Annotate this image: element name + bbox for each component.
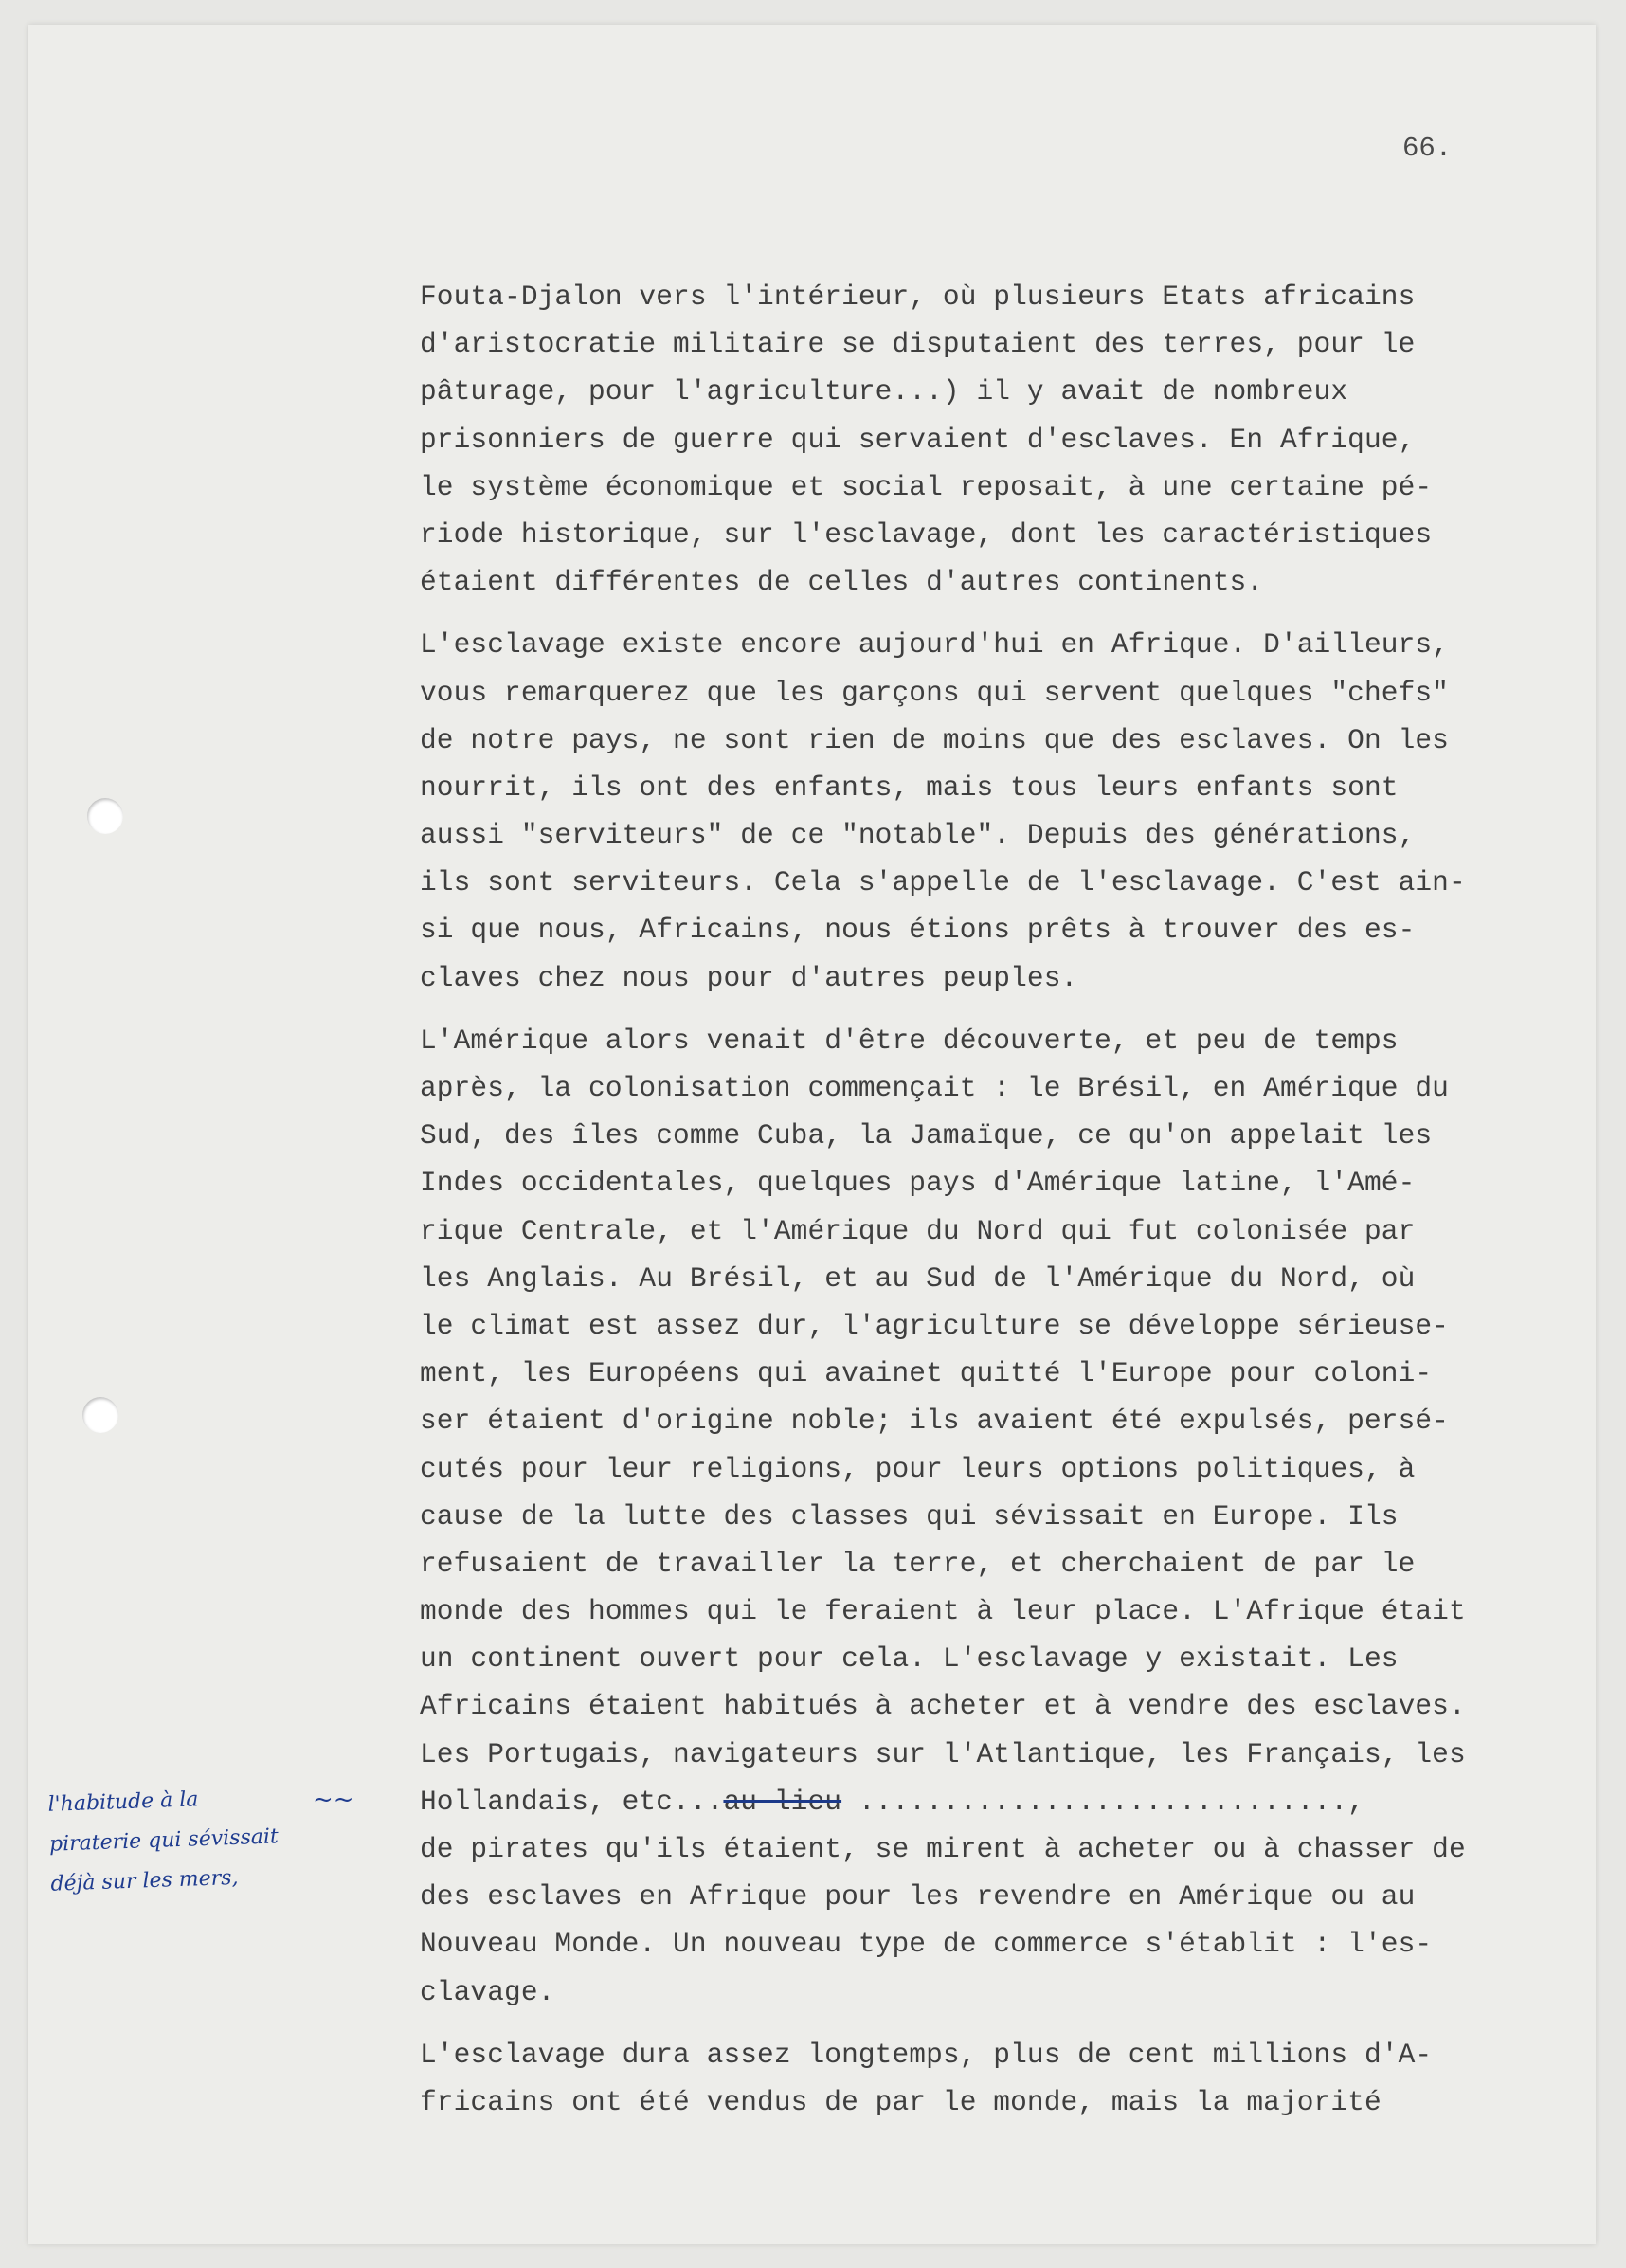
paragraph-4 <box>420 2031 1595 2126</box>
text-line: cause de la lutte des classes qui sévissait en Europe. Ils <box>420 1499 1399 1533</box>
text-line: vous remarquerez que les garçons qui servent quelques "chefs" <box>420 676 1449 709</box>
text-line: de pirates qu'ils étaient, se mirent à acheter ou à chasser de <box>420 1833 1466 1865</box>
text-line-with-deletion <box>420 1778 1595 1825</box>
text-line: Africains étaient habitués à acheter et à vendre des esclaves. <box>420 1690 1466 1723</box>
note-line: l'habitude à la <box>47 1787 199 1817</box>
text-line: si que nous, Africains, nous étions prêts à trouver des es- <box>420 914 1416 947</box>
text-line: ment, les Européens qui avainet quitté l'Europe pour coloni- <box>420 1357 1433 1390</box>
text-line: le système économique et social reposait, à une certaine pé- <box>420 470 1433 503</box>
paragraph-3 <box>420 1017 1595 2016</box>
text-line: rique Centrale, et l'Amérique du Nord qui fut colonisée par <box>420 1214 1416 1247</box>
text-line: étaient différentes de celles d'autres continents. <box>420 566 1264 599</box>
text-line: cutés pour leur religions, pour leurs options politiques, à <box>420 1452 1416 1485</box>
text-fragment: ............................., <box>841 1785 1364 1818</box>
text-line: des esclaves en Afrique pour les revendre en Amérique ou au <box>420 1880 1416 1914</box>
text-line: clavage. <box>420 1975 555 2008</box>
typewritten-body <box>420 273 1595 2126</box>
text-line: L'esclavage dura assez longtemps, plus de cent millions d'A- <box>420 2038 1433 2071</box>
text-line: monde des hommes qui le feraient à leur place. L'Afrique était <box>420 1595 1466 1628</box>
note-line: déjà sur les mers, <box>50 1865 239 1896</box>
insertion-mark: ~~ <box>313 1786 354 1814</box>
text-line: un continent ouvert pour cela. L'esclavage y existait. Les <box>420 1642 1399 1676</box>
text-line: prisonniers de guerre qui servaient d'esclaves. En Afrique, <box>420 423 1416 456</box>
text-line: les Anglais. Au Brésil, et au Sud de l'Amérique du Nord, où <box>420 1261 1416 1295</box>
paragraph-2 <box>420 621 1595 1002</box>
text-line: Indes occidentales, quelques pays d'Amérique latine, l'Amé- <box>420 1167 1416 1200</box>
text-fragment: Hollandais, etc... <box>420 1785 724 1818</box>
text-line: aussi "serviteurs" de ce "notable". Depuis des générations, <box>420 819 1416 852</box>
paragraph-1 <box>420 273 1595 606</box>
text-line: ils sont serviteurs. Cela s'appelle de l'esclavage. C'est ain- <box>420 866 1466 899</box>
text-line: d'aristocratie militaire se disputaient des terres, pour le <box>420 328 1416 361</box>
text-line: Sud, des îles comme Cuba, la Jamaïque, ce qu'on appelait les <box>420 1119 1433 1152</box>
text-line: de notre pays, ne sont rien de moins que des esclaves. On les <box>420 723 1449 756</box>
text-line: Nouveau Monde. Un nouveau type de commerce s'établit : l'es- <box>420 1928 1433 1961</box>
text-line: pâturage, pour l'agriculture...) il y avait de nombreux <box>420 375 1348 408</box>
text-line: Fouta-Djalon vers l'intérieur, où plusieurs Etats africains <box>420 281 1416 313</box>
text-line: ser étaient d'origine noble; ils avaient été expulsés, persé- <box>420 1405 1449 1438</box>
text-line: refusaient de travailler la terre, et cherchaient de par le <box>420 1547 1416 1580</box>
punch-hole <box>82 1397 118 1433</box>
page-number: 66. <box>1402 133 1453 164</box>
text-line: après, la colonisation commençait : le Brésil, en Amérique du <box>420 1072 1449 1104</box>
note-line: piraterie qui sévissait <box>48 1824 280 1857</box>
text-line: fricains ont été vendus de par le monde, mais la majorité <box>420 2085 1382 2118</box>
text-line: riode historique, sur l'esclavage, dont les caractéristiques <box>420 517 1433 551</box>
text-line: Les Portugais, navigateurs sur l'Atlantique, les Français, les <box>420 1737 1466 1770</box>
punch-hole <box>87 798 123 834</box>
text-line: L'esclavage existe encore aujourd'hui en Afrique. D'ailleurs, <box>420 628 1449 662</box>
text-line: nourrit, ils ont des enfants, mais tous leurs enfants sont <box>420 771 1399 804</box>
text-line: le climat est assez dur, l'agriculture se développe sérieuse- <box>420 1309 1449 1342</box>
text-line: claves chez nous pour d'autres peuples. <box>420 961 1078 994</box>
struck-text: au lieu <box>723 1785 842 1818</box>
text-line: L'Amérique alors venait d'être découverte, et peu de temps <box>420 1024 1399 1057</box>
